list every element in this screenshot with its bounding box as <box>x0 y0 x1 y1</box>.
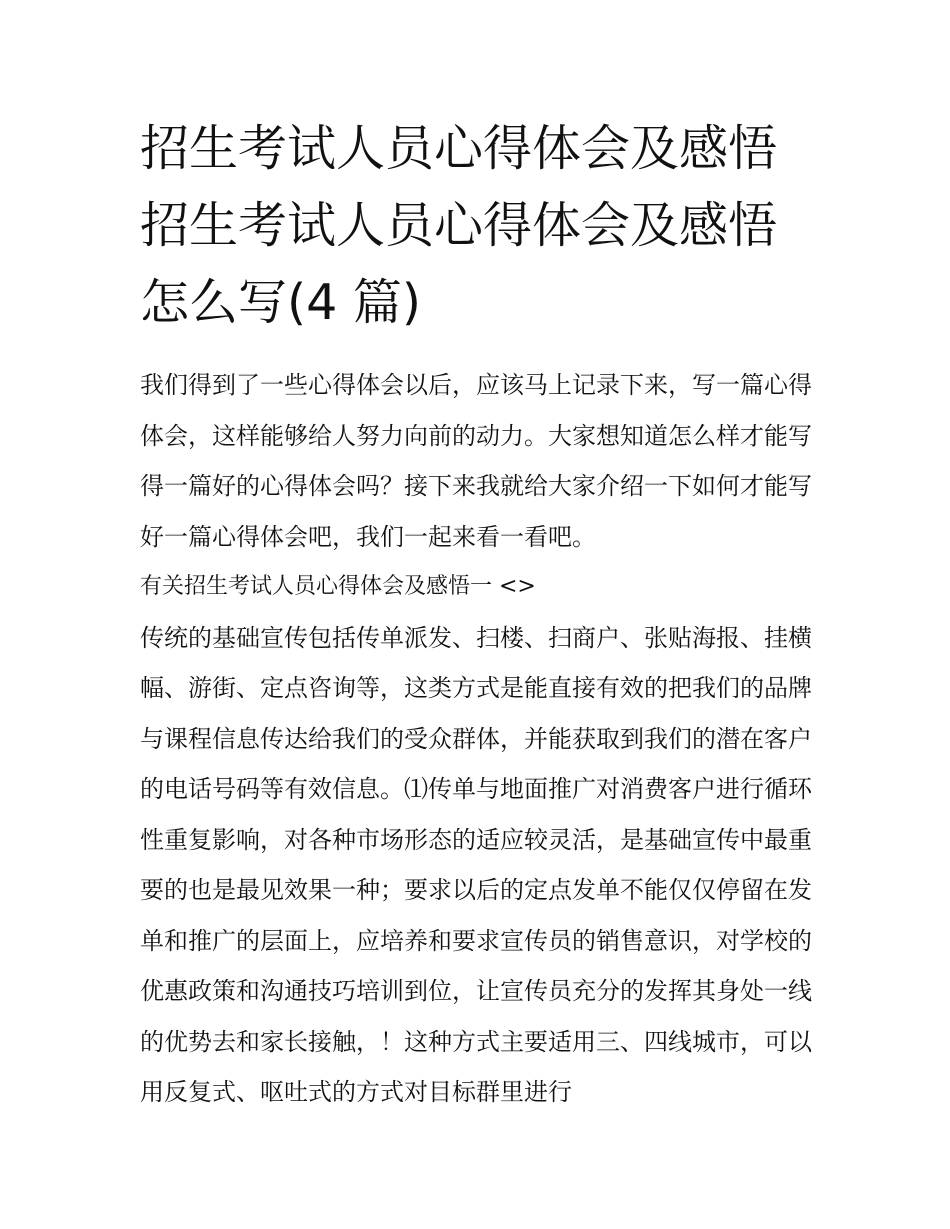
title-line-1: 招生考试人员心得体会及感悟 <box>140 120 778 177</box>
intro-paragraph: 我们得到了一些心得体会以后，应该马上记录下来，写一篇心得体会，这样能够给人努力向前的动力。大家想知道怎么样才能写得一篇好的心得体会吗？接下来我就给大家介绍一下如何才能写好一篇心得体会吧，我们一起来看一看吧。 <box>140 371 812 551</box>
title-line-2: 招生考试人员心得体会及感悟 <box>140 197 778 254</box>
document-page <box>140 110 812 1118</box>
section-heading: 有关招生考试人员心得体会及感悟一 <> <box>140 574 536 599</box>
document-title <box>140 110 812 341</box>
title-line-3: 怎么写(4 篇) <box>140 274 421 331</box>
document-body <box>140 360 812 1118</box>
section-paragraph: 传统的基础宣传包括传单派发、扫楼、扫商户、张贴海报、挂横幅、游街、定点咨询等，这类方式是能直接有效的把我们的品牌与课程信息传达给我们的受众群体，并能获取到我们的潜在客户的电话号码等有效信息。⑴传单与地面推广对消费客户进行循环性重复影响，对各种市场形态的适应较灵活，是基础宣传中最重要的也是最见效果一种；要求以后的定点发单不能仅仅停留在发单和推广的层面上，应培养和要求宣传员的销售意识，对学校的优惠政策和沟通技巧培训到位，让宣传员充分的发挥其身处一线的优势去和家长接触，！这种方式主要适用三、四线城市，可以用反复式、呕吐式的方式对目标群里进行 <box>140 623 812 1106</box>
